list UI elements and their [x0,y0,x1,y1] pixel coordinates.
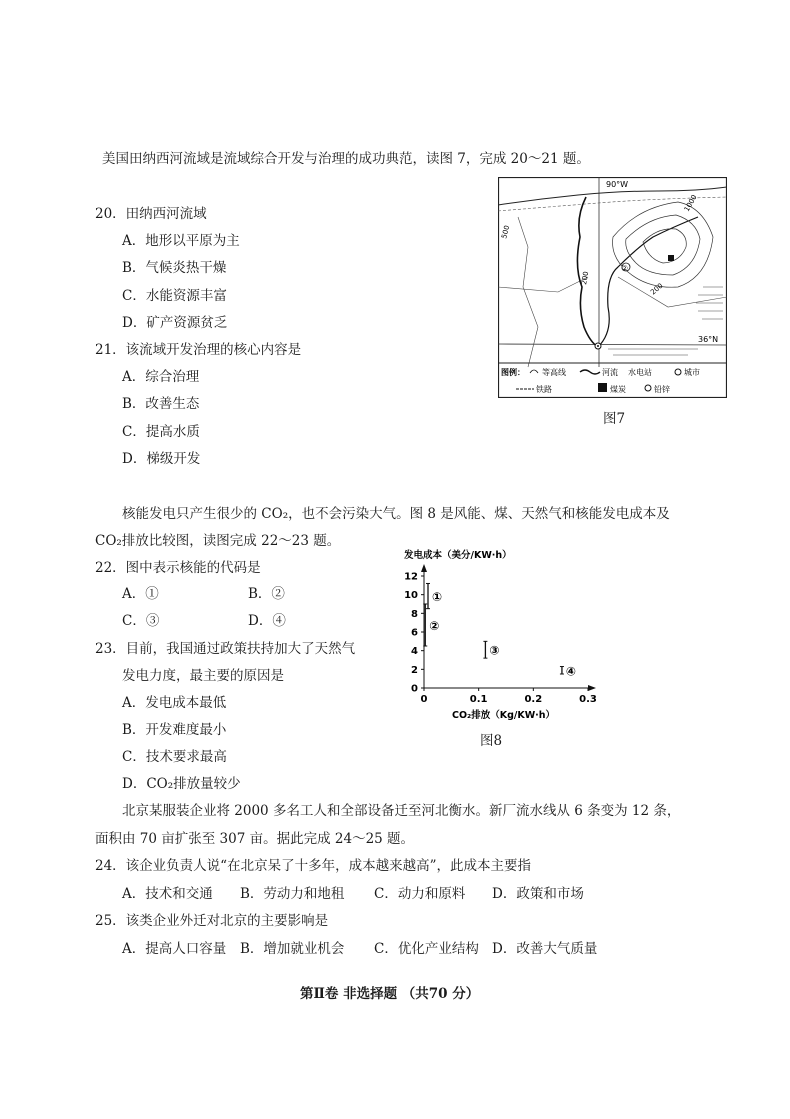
question-24-option-b: B．劳动力和地租 [240,886,345,902]
contour-label: 200 [580,270,591,286]
figure-7-caption: 图7 [603,411,626,427]
contour-label: 500 [500,224,512,240]
question-25-option-b: B．增加就业机会 [240,941,345,957]
question-20-option-b: B．气候炎热干燥 [122,260,227,276]
chart-x-tick-label: 0.3 [579,694,597,705]
question-25-option-a: A．提高人口容量 [122,941,227,957]
question-22-stem: 22．图中表示核能的代码是 [95,560,261,576]
lead-zinc-legend-icon [645,385,651,391]
question-21-option-d: D．梯级开发 [122,451,201,467]
chart-y-tick-label: 8 [411,608,418,620]
question-22-option-a: A．① [122,586,159,602]
legend-railway: 铁路 [536,385,552,394]
chart-series-label: ② [429,619,440,633]
legend-city: 城市 [684,368,700,377]
contour-label: 200 [649,281,665,297]
question-24-option-a: A．技术和交通 [122,886,213,902]
chart-y-axis-label: 发电成本（美分/KW·h） [404,550,512,561]
intro-paragraph-1: 美国田纳西河流域是流域综合开发与治理的成功典范，读图 7，完成 20～21 题。 [102,151,590,167]
question-24-stem: 24．该企业负责人说“在北京呆了十多年，成本越来越高”，此成本主要指 [95,858,531,874]
chart-y-tick-label: 12 [404,571,418,583]
figure-8-chart [390,548,620,728]
intro-paragraph-2-line-1: 核能发电只产生很少的 CO₂，也不会污染大气。图 8 是风能、煤、天然气和核能发电成本及 [122,506,670,522]
longitude-label: 90°W [606,180,629,189]
intro-paragraph-2-line-2: CO₂排放比较图，读图完成 22～23 题。 [95,533,341,549]
question-22-option-c: C．③ [122,613,160,629]
legend-lead-zinc: 铅锌 [654,385,670,394]
question-20-option-c: C．水能资源丰富 [122,288,227,304]
chart-series-label: ① [432,590,443,605]
question-21-option-c: C．提高水质 [122,424,200,440]
chart-y-tick-label: 2 [411,664,418,676]
question-21-stem: 21．该流域开发治理的核心内容是 [95,342,302,358]
question-24-option-c: C．动力和原料 [374,886,466,902]
question-21-option-a: A．综合治理 [122,369,200,385]
question-25-option-c: C．优化产业结构 [374,941,479,957]
contour-label: 1000 [682,193,699,213]
question-23-option-c: C．技术要求最高 [122,749,227,765]
figure-8-caption: 图8 [480,733,503,749]
coal-icon [668,255,674,261]
map-marker-number: ② [621,264,629,273]
legend-title: 图例： [501,368,525,377]
chart-series-label: ④ [565,664,577,679]
section-title: 第Ⅱ卷 非选择题 （共70 分） [300,986,480,1002]
question-25-option-d: D．改善大气质量 [492,941,598,957]
city-legend-icon [675,369,681,375]
legend-hydropower: 水电站 [628,368,652,377]
question-23-stem-line-2: 发电力度，最主要的原因是 [122,668,284,684]
chart-y-tick-label: 0 [411,683,418,695]
chart-x-axis-arrow [588,685,596,691]
chart-y-tick-label: 4 [411,646,418,658]
intro-paragraph-3-line-1: 北京某服装企业将 2000 多名工人和全部设备迁至河北衡水。新厂流水线从 6 条变为 12 条， [122,803,681,819]
coal-legend-icon [598,383,607,392]
question-20-option-a: A．地形以平原为主 [122,233,240,249]
chart-y-tick-label: 10 [404,590,418,602]
question-23-option-a: A．发电成本最低 [122,695,227,711]
question-20-option-d: D．矿产资源贫乏 [122,315,228,331]
question-23-option-b: B．开发难度最小 [122,722,227,738]
question-25-stem: 25．该类企业外迁对北京的主要影响是 [95,913,329,929]
chart-x-axis-label: CO₂排放（Kg/KW·h） [452,710,556,721]
question-20-stem: 20．田纳西河流域 [95,206,207,222]
question-22-option-b: B．② [248,586,285,602]
legend-coal: 煤炭 [610,385,626,394]
question-21-option-b: B．改善生态 [122,396,200,412]
chart-x-tick-label: 0.1 [469,694,488,705]
question-23-stem-line-1: 23．目前，我国通过政策扶持加大了天然气 [95,641,356,657]
latitude-label: 36°N [698,335,719,344]
chart-y-tick-label: 6 [411,627,418,639]
chart-y-axis-arrow [421,564,427,572]
question-24-option-d: D．政策和市场 [492,886,584,902]
chart-series-label: ③ [489,643,500,658]
chart-x-tick-label: 0 [420,694,428,705]
question-22-option-d: D．④ [248,613,286,629]
question-23-option-d: D．CO₂排放量较少 [122,776,241,792]
intro-paragraph-3-line-2: 面积由 70 亩扩张至 307 亩。据此完成 24～25 题。 [95,831,415,847]
legend-river: 河流 [602,368,618,377]
chart-x-tick-label: 0.2 [524,694,543,705]
figure-7-map [498,177,727,398]
legend-contour: 等高线 [542,368,566,377]
